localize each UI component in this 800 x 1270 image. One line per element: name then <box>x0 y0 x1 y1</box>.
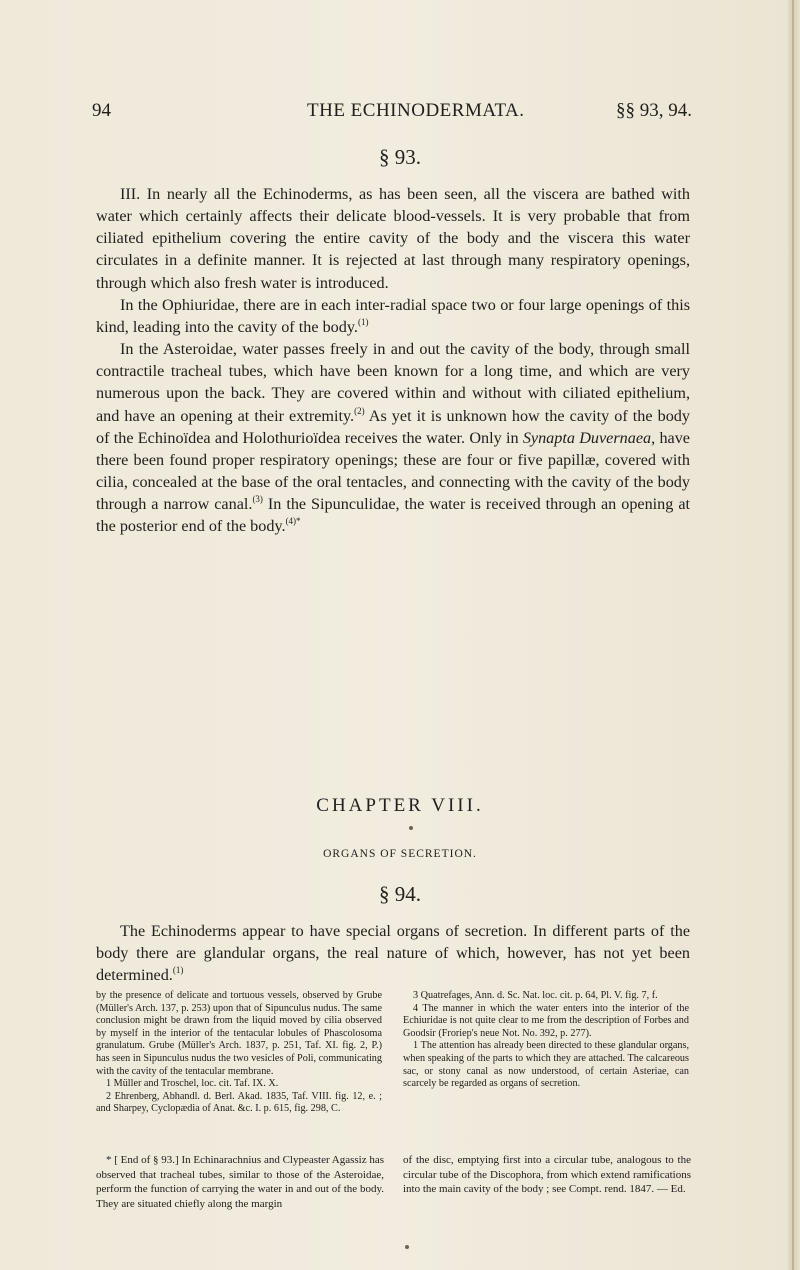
running-header <box>92 100 692 126</box>
section-range: §§ 93, 94. <box>616 100 692 121</box>
footnote: 4 The manner in which the water enters into the interior of the Echiuridae is not quite clear to me from the description of Forbes and Goodsir (Froriep's neue Not. No. 392, p. 277). <box>403 1002 689 1039</box>
paragraph-text: In the Ophiuridae, there are in each inter-radial space two or four large openings of this kind, leading into the cavity of the body. <box>96 295 690 336</box>
editor-note: of the disc, emptying first into a circular tube, analogous to the circular tube of the Discophora, from which extend ramifications into the main cavity of the body ; see Compt. rend. 1847. — Ed. <box>403 1154 691 1196</box>
paragraph-text: , have there been found proper respiratory openings; these are four or five papillæ, covered with cilia, concealed at the base of the oral tentacles, and connecting with the cavity of the body through a narrow canal. <box>96 428 690 514</box>
editor-note: * [ End of § 93.] In Echinarachnius and Clypeaster Agassiz has observed that tracheal tubes, similar to those of the Asteroidae, perform the function of carrying the water in and out of the body. They are situated chiefly along the margin <box>96 1154 384 1210</box>
footnote-ref: (1) <box>357 316 369 327</box>
chapter-title: CHAPTER VIII. <box>316 795 484 816</box>
paragraph-text: The Echinoderms appear to have special organs of secretion. In different parts of the body there are glandular organs, the real nature of which, however, has not yet been determined. <box>96 922 690 985</box>
paragraph <box>96 294 690 338</box>
page-number: 94 <box>92 100 111 121</box>
paragraph-text: In the Asteroidae, water passes freely in and out the cavity of the body, through small contractile tracheal tubes, which have been known for a long time, and which are very numerous upon the back. They are covered within and without with ciliated epithelium, and have an opening at their extremity. <box>96 340 690 425</box>
section-93-body <box>96 183 690 538</box>
footnote: 1 The attention has already been directed to these glandular organs, when speaking of the parts to which they are attached. The calcareous sac, or stony canal as now understood, of certain Asteriae, can scarcely be regarded as organs of secretion. <box>403 1040 689 1090</box>
paragraph <box>96 183 690 294</box>
footnote: by the presence of delicate and tortuous vessels, observed by Grube (Müller's Arch. 137, p. 253) upon that of Sipunculus nudus. The same conclusion might be drawn from the liquid moved by cilia observed by myself in the interior of the tentacular lobules of Phascolosoma granulatum. Grube (Müller's Arch. 1837, p. 251, Taf. XI. fig. 2, P.) has seen in Sipunculus nudus the two vesicles of Poli, communicating with the cavity of the tentacular membrane. <box>96 990 382 1077</box>
paragraph-text: In the Sipunculidae, the water is received through an opening at the posterior end of the body. <box>96 495 691 536</box>
footnote-ref: (2) <box>354 405 365 416</box>
section-93-heading: § 93. <box>379 145 421 169</box>
footnote-ref: (1) <box>172 965 184 976</box>
page-edge <box>788 0 800 1270</box>
paragraph <box>96 338 690 537</box>
footnotes-left-column <box>96 990 382 1116</box>
section-94-heading: § 94. <box>379 882 421 906</box>
paragraph-text: III. In nearly all the Echinoderms, as has been seen, all the viscera are bathed with water which certainly affects their delicate blood-vessels. It is very probable that from ciliated epithelium covering the entire cavity of the body and the viscera this water circulates in a definite manner. It is rejected at last through many respiratory openings, through which also fresh water is introduced. <box>96 185 690 292</box>
chapter-subtitle: ORGANS OF SECRETION. <box>323 848 477 860</box>
footnote-ref: (4)* <box>285 516 301 527</box>
footnote-ref: (3) <box>252 494 263 505</box>
footnote: 3 Quatrefages, Ann. d. Sc. Nat. loc. cit. p. 64, Pl. V. fig. 7, f. <box>413 990 658 1001</box>
species-name: Synapta Duvernaea <box>522 428 652 447</box>
ink-speck <box>409 826 413 830</box>
paragraph <box>96 920 690 986</box>
footnotes-right-column <box>403 990 689 1091</box>
editor-note-right <box>403 1153 691 1197</box>
paragraph-text: As yet it is unknown how the cavity of the body of the Echinoïdea and Holothurioïdea receives the water. Only in <box>96 406 690 447</box>
running-title: THE ECHINODERMATA. <box>307 100 525 121</box>
ink-speck <box>405 1245 409 1249</box>
section-94-body <box>96 920 690 986</box>
binding-line <box>792 0 794 1270</box>
footnote: 2 Ehrenberg, Abhandl. d. Berl. Akad. 1835, Taf. VIII. fig. 12, e. ; and Sharpey, Cyclopædia of Anat. &c. I. p. 615, fig. 298, C. <box>96 1090 382 1115</box>
footnote: 1 Müller and Troschel, loc. cit. Taf. IX. X. <box>106 1078 279 1090</box>
editor-note-left <box>96 1153 384 1211</box>
